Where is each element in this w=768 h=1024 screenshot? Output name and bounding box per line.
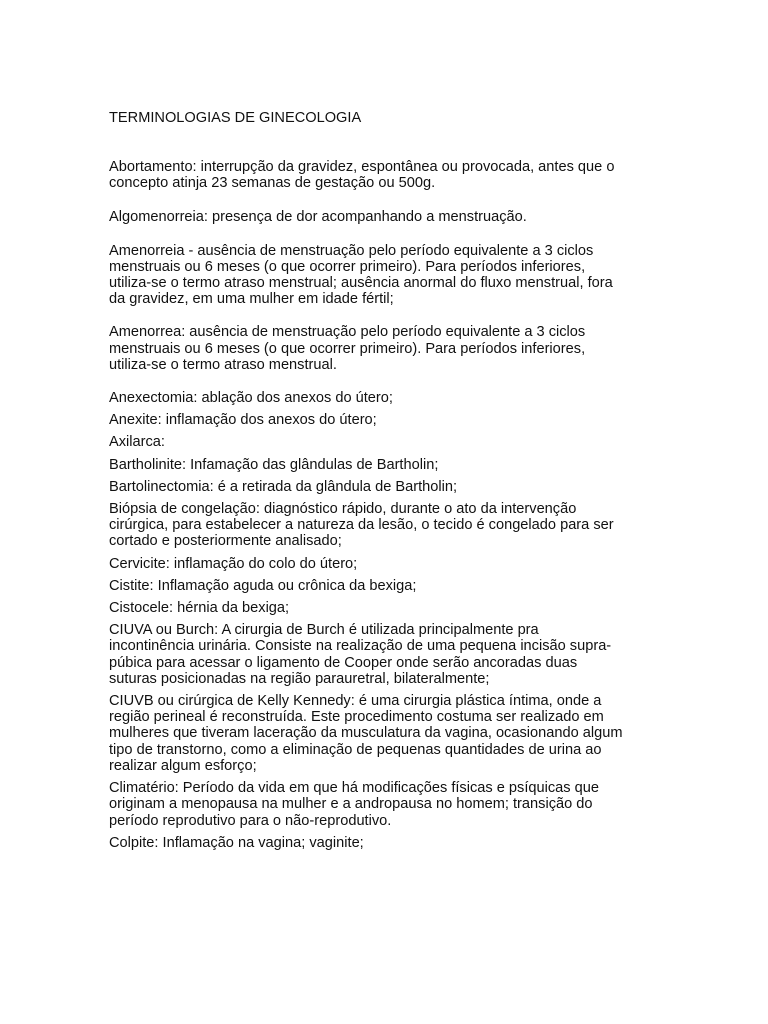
document-title: TERMINOLOGIAS DE GINECOLOGIA xyxy=(109,110,362,126)
entry-line: menstruais ou 6 meses (o que ocorrer primeiro). Para períodos inferiores, xyxy=(109,340,586,357)
entry-line: mulheres que tiveram laceração da musculatura da vagina, ocasionando algum xyxy=(109,725,623,742)
entry-line: realizar algum esforço; xyxy=(109,757,257,774)
glossary-entry xyxy=(109,501,669,550)
entry-line: Axilarca: xyxy=(109,434,165,451)
entry-line: Bartholinite: Infamação das glândulas de Bartholin; xyxy=(109,456,439,473)
entry-line: Colpite: Inflamação na vagina; vaginite; xyxy=(109,834,364,851)
entry-line: utiliza-se o termo atraso menstrual. xyxy=(109,356,337,373)
entry-line: incontinência urinária. Consiste na realização de uma pequena incisão supra- xyxy=(109,638,612,655)
glossary-entry xyxy=(109,434,669,450)
entry-line: Amenorreia - ausência de menstruação pelo período equivalente a 3 ciclos xyxy=(109,242,594,259)
glossary-entry xyxy=(109,578,669,594)
entry-line: Anexite: inflamação dos anexos do útero; xyxy=(109,412,377,429)
entry-line: cortado e posteriormente analisado; xyxy=(109,533,342,550)
glossary-entry xyxy=(109,159,669,191)
glossary-entry xyxy=(109,835,669,851)
entry-line: período reprodutivo para o não-reprodutivo. xyxy=(109,812,392,829)
entry-line: Bartolinectomia: é a retirada da glândula de Bartholin; xyxy=(109,478,458,495)
glossary-entry xyxy=(109,780,669,829)
glossary-entry xyxy=(109,457,669,473)
glossary-entry xyxy=(109,412,669,428)
glossary-entry xyxy=(109,622,669,687)
entry-line: tipo de transtorno, como a eliminação de pequenas quantidades de urina ao xyxy=(109,741,602,758)
entry-line: da gravidez, em uma mulher em idade fértil; xyxy=(109,291,394,308)
entry-line: Cistocele: hérnia da bexiga; xyxy=(109,600,290,617)
glossary-entry xyxy=(109,390,669,406)
glossary-entry xyxy=(109,479,669,495)
entry-line: púbica para acessar o ligamento de Cooper onde serão ancoradas duas xyxy=(109,654,578,671)
glossary-entry xyxy=(109,324,669,373)
glossary-list xyxy=(109,159,669,851)
glossary-entry xyxy=(109,243,669,308)
entry-line: CIUVB ou cirúrgica de Kelly Kennedy: é uma cirurgia plástica íntima, onde a xyxy=(109,693,602,710)
entry-line: suturas posicionadas na região parauretral, bilateralmente; xyxy=(109,670,490,687)
entry-line: CIUVA ou Burch: A cirurgia de Burch é utilizada principalmente pra xyxy=(109,622,539,639)
entry-line: região perineal é reconstruída. Este procedimento costuma ser realizado em xyxy=(109,709,604,726)
entry-line: menstruais ou 6 meses (o que ocorrer primeiro). Para períodos inferiores, xyxy=(109,258,586,275)
entry-line: Anexectomia: ablação dos anexos do útero; xyxy=(109,390,393,407)
glossary-entry xyxy=(109,600,669,616)
entry-line: Amenorrea: ausência de menstruação pelo período equivalente a 3 ciclos xyxy=(109,324,586,341)
entry-line: cirúrgica, para estabelecer a natureza da lesão, o tecido é congelado para ser xyxy=(109,517,614,534)
entry-line: Cistite: Inflamação aguda ou crônica da bexiga; xyxy=(109,577,417,594)
entry-line: utiliza-se o termo atraso menstrual; ausência anormal do fluxo menstrual, fora xyxy=(109,275,613,292)
glossary-entry xyxy=(109,209,669,225)
glossary-entry xyxy=(109,693,669,774)
entry-line: concepto atinja 23 semanas de gestação ou 500g. xyxy=(109,175,436,192)
entry-line: originam a menopausa na mulher e a andropausa no homem; transição do xyxy=(109,796,593,813)
entry-line: Biópsia de congelação: diagnóstico rápido, durante o ato da intervenção xyxy=(109,501,577,518)
glossary-entry xyxy=(109,556,669,572)
entry-line: Algomenorreia: presença de dor acompanhando a menstruação. xyxy=(109,209,527,226)
entry-line: Cervicite: inflamação do colo do útero; xyxy=(109,555,358,572)
entry-line: Climatério: Período da vida em que há modificações físicas e psíquicas que xyxy=(109,780,599,797)
entry-line: Abortamento: interrupção da gravidez, espontânea ou provocada, antes que o xyxy=(109,159,615,175)
